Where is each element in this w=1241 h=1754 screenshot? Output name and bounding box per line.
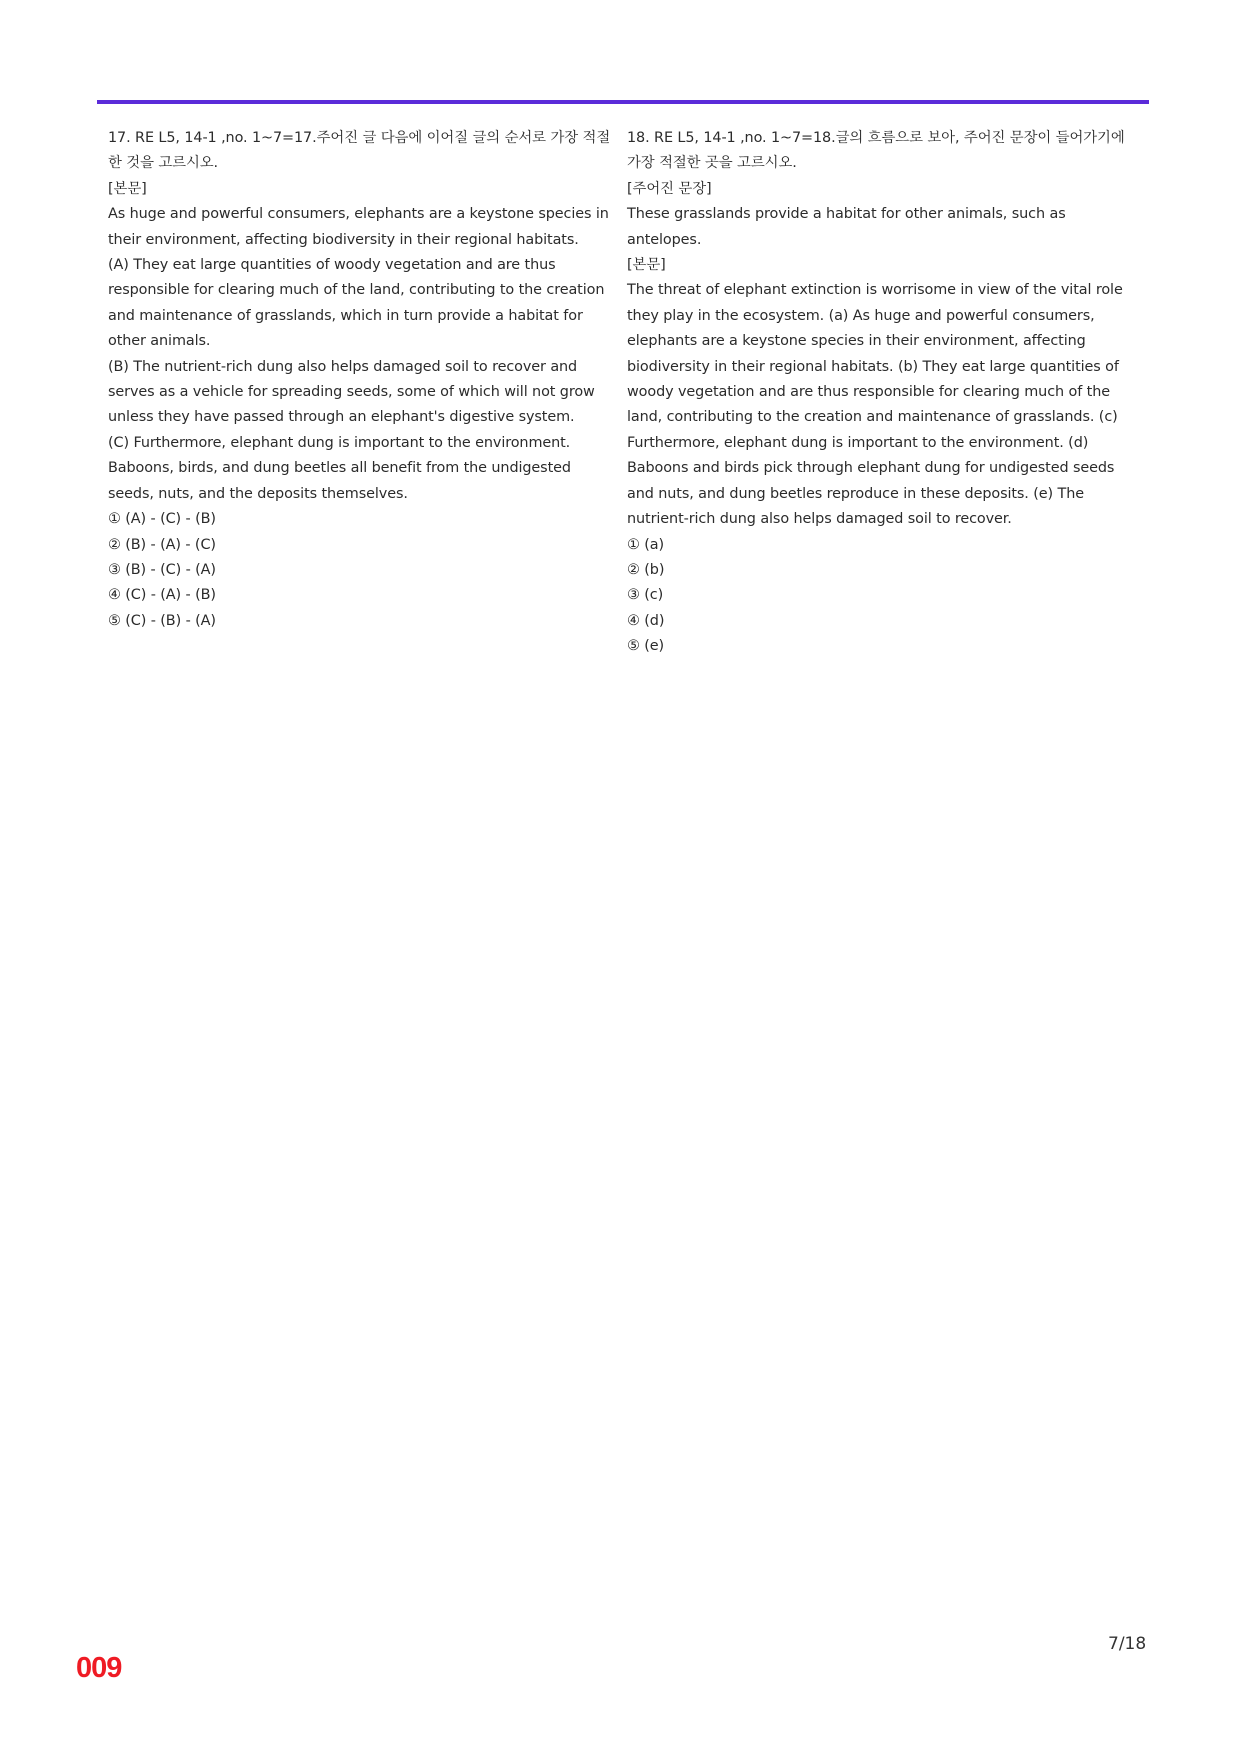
- document-stamp: 009: [76, 1652, 122, 1684]
- header-rule: [97, 100, 1149, 104]
- answer-option-4[interactable]: ④ (C) - (A) - (B): [108, 587, 216, 604]
- passage-text: The threat of elephant extinction is worrisome in view of the vital role they play in the ecosystem. (a) As huge and powerful consumers, elephants are a keystone species in their environment, affecting biodiversity in their regional habitats. (b) They eat large quantities of woody vegetation and are thus responsible for clearing much of the land, contributing to the creation and maintenance of grasslands. (c) Furthermore, elephant dung is important to the environment. (d) Baboons and birds pick through elephant dung for undigested seeds and nuts, and dung beetles reproduce in these deposits. (e) The nutrient-rich dung also helps damaged soil to recover.: [627, 282, 1123, 528]
- question-17: [108, 126, 616, 634]
- answer-option-1[interactable]: ① (A) - (C) - (B): [108, 511, 216, 528]
- paragraph-b: (B) The nutrient-rich dung also helps damaged soil to recover and serves as a vehicle for spreading seeds, some of which will not grow unless they have passed through an elephant's digestive system.: [108, 358, 595, 426]
- answer-option-1[interactable]: ① (a): [627, 536, 665, 553]
- answer-option-2[interactable]: ② (b): [627, 561, 665, 578]
- passage-label: [본문]: [627, 257, 666, 274]
- question-18: [627, 126, 1139, 660]
- answer-option-4[interactable]: ④ (d): [627, 612, 665, 629]
- answer-option-3[interactable]: ③ (c): [627, 587, 664, 604]
- passage-label: [본문]: [108, 180, 147, 197]
- given-sentence: These grasslands provide a habitat for other animals, such as antelopes.: [627, 206, 1066, 248]
- answer-option-3[interactable]: ③ (B) - (C) - (A): [108, 561, 216, 578]
- answer-option-5[interactable]: ⑤ (C) - (B) - (A): [108, 612, 216, 629]
- given-sentence-label: [주어진 문장]: [627, 180, 712, 197]
- paragraph-c: (C) Furthermore, elephant dung is important to the environment. Baboons, birds, and dung beetles all benefit from the undigested seeds, nuts, and the deposits themselves.: [108, 434, 571, 502]
- paragraph-a: (A) They eat large quantities of woody vegetation and are thus responsible for clearing much of the land, contributing to the creation and maintenance of grasslands, which in turn provide a habitat for other animals.: [108, 257, 605, 350]
- passage-intro: As huge and powerful consumers, elephants are a keystone species in their environment, affecting biodiversity in their regional habitats.: [108, 206, 609, 248]
- page-number: 7/18: [1108, 1634, 1147, 1654]
- question-header: 18. RE L5, 14-1 ,no. 1~7=18.글의 흐름으로 보아, 주어진 문장이 들어가기에 가장 적절한 곳을 고르시오.: [627, 130, 1125, 172]
- question-header: 17. RE L5, 14-1 ,no. 1~7=17.주어진 글 다음에 이어질 글의 순서로 가장 적절한 것을 고르시오.: [108, 130, 611, 172]
- answer-option-2[interactable]: ② (B) - (A) - (C): [108, 536, 216, 553]
- answer-option-5[interactable]: ⑤ (e): [627, 638, 665, 655]
